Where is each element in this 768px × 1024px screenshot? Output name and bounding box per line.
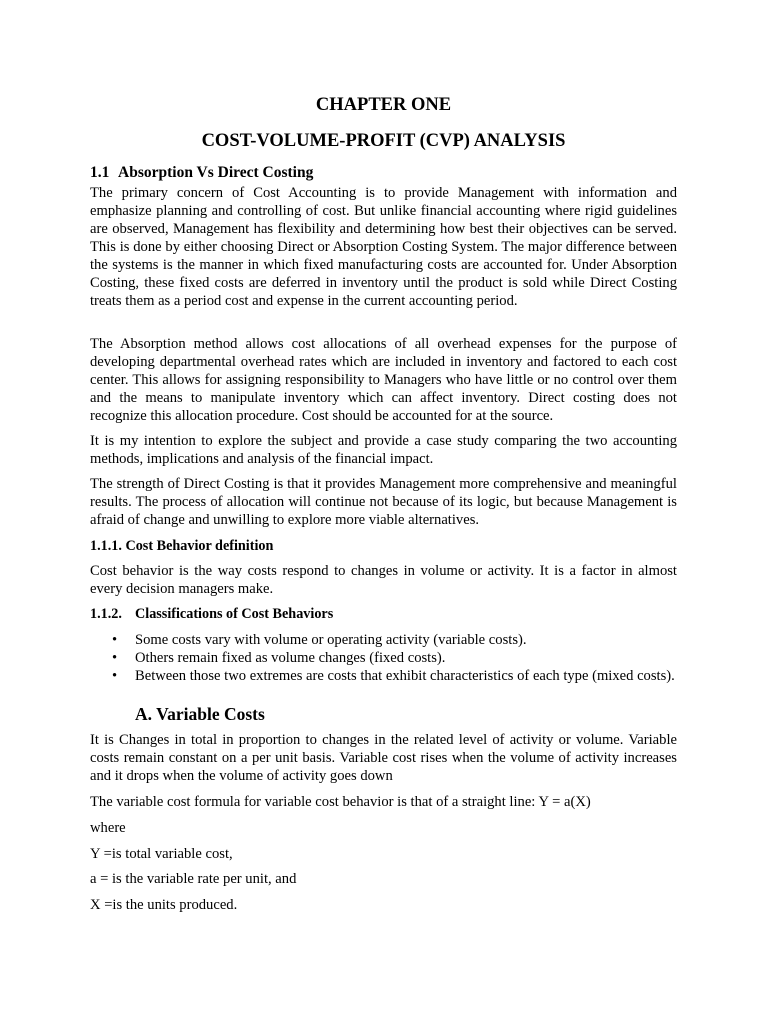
- subsection-title: Classifications of Cost Behaviors: [135, 606, 334, 622]
- paragraph-cost-behavior: Cost behavior is the way costs respond to changes in volume or activity. It is a factor in almost every decision managers make.: [90, 563, 677, 597]
- paragraph-2: The Absorption method allows cost allocations of all overhead expenses for the purpose of developing departmental overhead rates which are included in inventory and factored to each cost center. This allows for assigning responsibility to Managers who have little or no control over them and the means to manipulate inventory which can affect inventory. Direct costing does not recognize this allocation procedure. Cost should be accounted for at the source.: [90, 336, 677, 424]
- list-item: [90, 667, 677, 685]
- list-item-text: Others remain fixed as volume changes (fixed costs).: [135, 650, 446, 666]
- paragraph-4: The strength of Direct Costing is that it provides Management more comprehensive and meaningful results. The process of allocation will continue not because of its logic, but because Management is afraid of change and unwilling to explore more viable alternatives.: [90, 476, 677, 528]
- bullet-icon: •: [112, 650, 118, 666]
- chapter-title: COST-VOLUME-PROFIT (CVP) ANALYSIS: [201, 131, 566, 151]
- formula-line: The variable cost formula for variable cost behavior is that of a straight line: Y = a(X): [90, 794, 591, 810]
- list-item-text: Between those two extremes are costs that exhibit characteristics of each type (mixed costs).: [135, 668, 675, 684]
- section-heading-1-1: [90, 164, 313, 182]
- subsection-heading-1-1-1: [90, 537, 273, 555]
- section-title: Absorption Vs Direct Costing: [118, 164, 314, 181]
- list-item-text: Some costs vary with volume or operating activity (variable costs).: [135, 632, 527, 648]
- bullet-icon: •: [112, 668, 118, 684]
- chapter-heading: CHAPTER ONE: [315, 95, 452, 115]
- paragraph-variable-costs: It is Changes in total in proportion to changes in the related level of activity or volume. Variable costs remain constant on a per unit basis. Variable cost rises when the volume of activity increases and it drops when the volume of activity goes down: [90, 732, 677, 784]
- subsection-heading-1-1-2: [90, 605, 333, 623]
- list-item: [90, 631, 677, 649]
- definition-a: a = is the variable rate per unit, and: [90, 871, 297, 887]
- paragraph-1: The primary concern of Cost Accounting is to provide Management with information and emphasize planning and controlling of cost. But unlike financial accounting where rigid guidelines are observed, Management has flexibility and determining how best their objectives can be served. This is done by either choosing Direct or Absorption Costing System. The major difference between the systems is the manner in which fixed manufacturing costs are accounted for. Under Absorption Costing, these fixed costs are deferred in inventory until the product is sold while Direct Costing treats them as a period cost and expense in the current accounting period.: [90, 185, 677, 309]
- subsection-number: 1.1.1.: [90, 538, 122, 554]
- variable-costs-heading: A. Variable Costs: [135, 704, 265, 724]
- list-item: [90, 649, 677, 667]
- section-number: 1.1: [90, 164, 110, 181]
- bullet-icon: •: [112, 632, 118, 648]
- subsection-title: Cost Behavior definition: [125, 538, 274, 554]
- definition-x: X =is the units produced.: [90, 897, 238, 913]
- where-label: where: [90, 820, 126, 836]
- definition-y: Y =is total variable cost,: [90, 846, 233, 862]
- cost-behavior-list: [90, 631, 677, 685]
- paragraph-3: It is my intention to explore the subject and provide a case study comparing the two accounting methods, implications and analysis of the financial impact.: [90, 433, 677, 467]
- subsection-number: 1.1.2.: [90, 606, 122, 622]
